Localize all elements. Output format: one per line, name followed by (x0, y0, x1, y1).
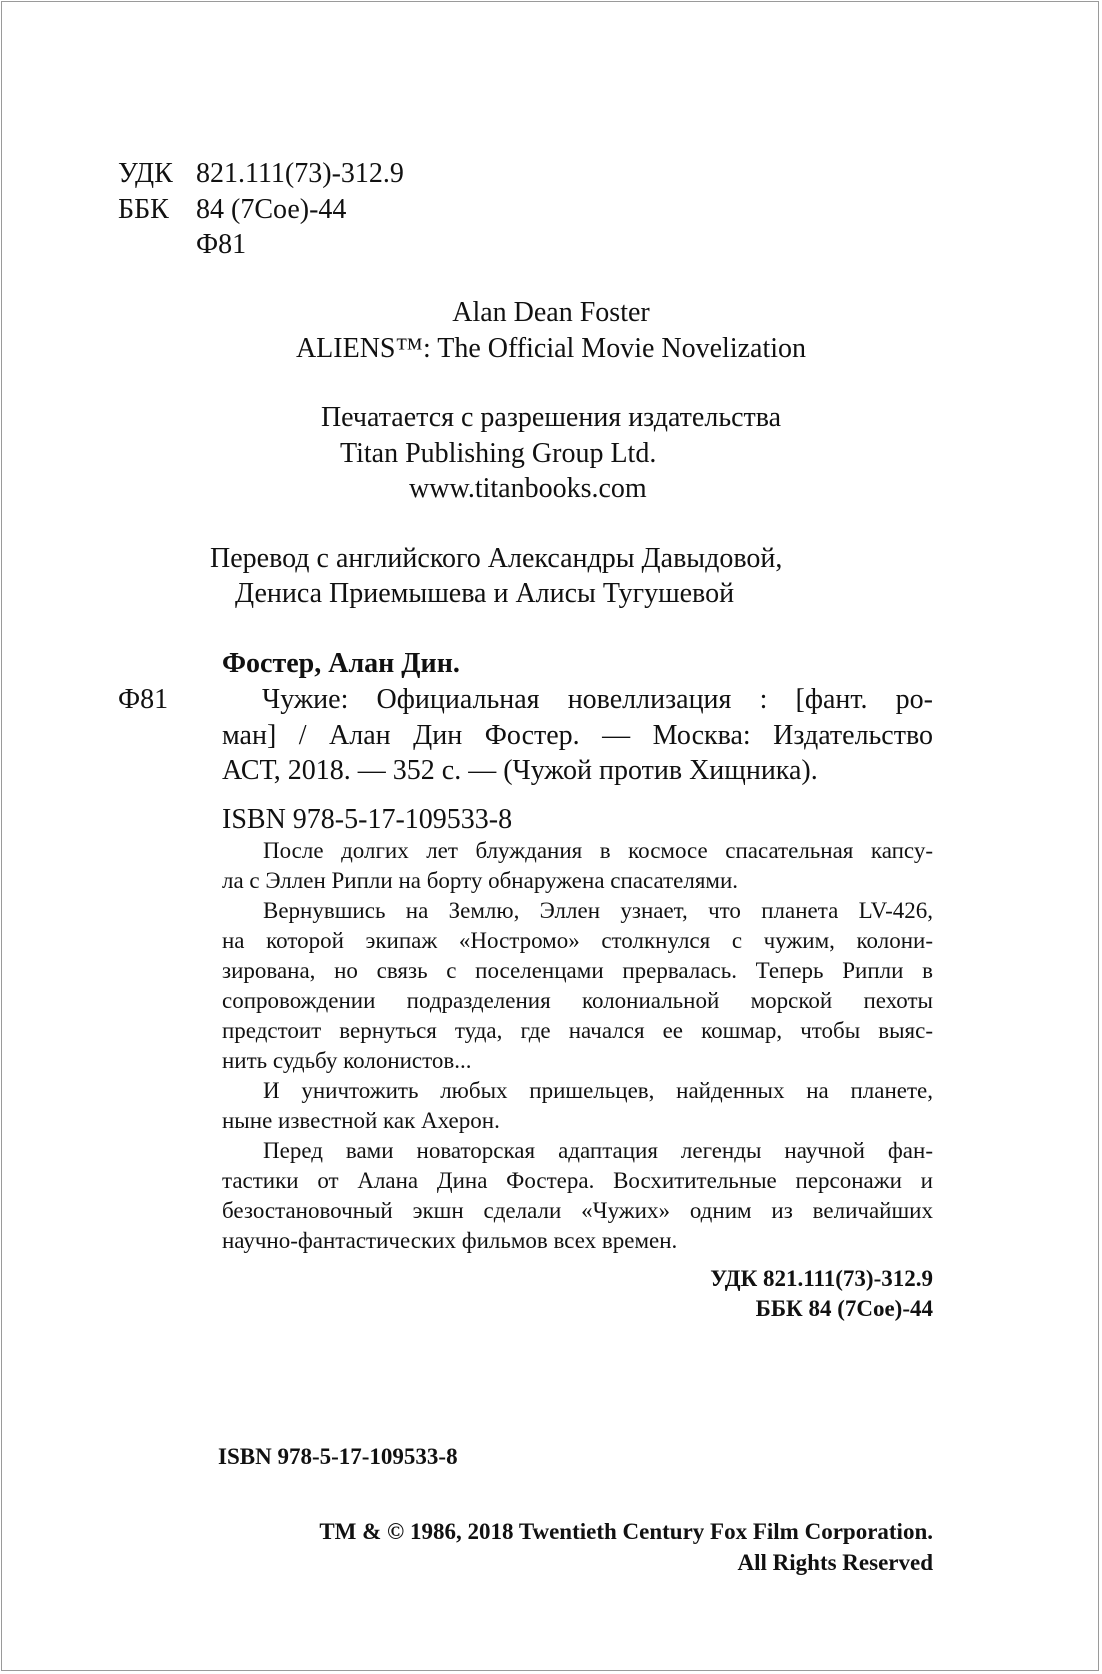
catalog-line-2: ман] / Алан Дин Фостер. — Москва: Издательство (222, 720, 933, 751)
translation-line-2: Дениса Приемышева и Алисы Тугушевой (235, 578, 735, 609)
catalog-mark: Ф81 (118, 684, 169, 715)
original-author: Alan Dean Foster (452, 297, 650, 328)
annotation-line-5: зирована, но связь с поселенцами прервалась. Теперь Рипли в (222, 958, 933, 983)
catalog-isbn: ISBN 978-5-17-109533-8 (222, 804, 513, 835)
author-mark: Ф81 (196, 229, 247, 260)
permission-line-1: Печатается с разрешения издательства (320, 402, 782, 433)
annotation-line-4: на которой экипаж «Ностромо» столкнулся с чужим, колони- (222, 928, 933, 953)
annotation-line-1: После долгих лет блуждания в космосе спасательная капсу- (263, 838, 933, 863)
bbk-value: 84 (7Сое)-44 (196, 194, 347, 225)
udk-value: 821.111(73)-312.9 (196, 158, 404, 189)
translation-line-1: Перевод с английского Александры Давыдовой, (210, 543, 783, 574)
annotation-line-12: тастики от Алана Дина Фостера. Восхитительные персонажи и (222, 1168, 933, 1193)
annotation-line-7: предстоит вернуться туда, где начался ее кошмар, чтобы выяс- (222, 1018, 933, 1043)
annotation-line-10: ныне известной как Ахерон. (222, 1108, 500, 1133)
permission-line-3: www.titanbooks.com (409, 473, 647, 504)
annotation-line-13: безостановочный экшн сделали «Чужих» одним из величайших (222, 1198, 933, 1223)
annotation-line-3: Вернувшись на Землю, Эллен узнает, что планета LV-426, (263, 898, 933, 923)
index-udk: УДК 821.111(73)-312.9 (710, 1266, 933, 1291)
index-bbk: ББК 84 (7Сое)-44 (755, 1296, 933, 1321)
permission-line-2: Titan Publishing Group Ltd. (340, 438, 657, 469)
catalog-line-3: АСТ, 2018. — 352 с. — (Чужой против Хищника). (222, 755, 818, 786)
annotation-line-6: сопровождении подразделения колониальной морской пехоты (222, 988, 933, 1013)
annotation-line-8: нить судьбу колонистов... (222, 1048, 472, 1073)
annotation-line-9: И уничтожить любых пришельцев, найденных на планете, (263, 1078, 933, 1103)
udk-label: УДК (118, 158, 173, 189)
copyright-line-1: TM & © 1986, 2018 Twentieth Century Fox Film Corporation. (319, 1519, 933, 1544)
bbk-label: ББК (118, 194, 169, 225)
copyright-line-2: All Rights Reserved (737, 1550, 933, 1575)
catalog-heading: Фостер, Алан Дин. (222, 648, 460, 679)
annotation-line-2: ла с Эллен Рипли на борту обнаружена спасателями. (222, 868, 739, 893)
original-title: ALIENS™: The Official Movie Novelization (295, 333, 807, 364)
isbn-bottom: ISBN 978-5-17-109533-8 (218, 1444, 458, 1469)
annotation-line-14: научно-фантастических фильмов всех времен. (222, 1228, 678, 1253)
catalog-line-1: Чужие: Официальная новеллизация : [фант. ро- (262, 684, 933, 715)
annotation-line-11: Перед вами новаторская адаптация легенды научной фан- (263, 1138, 933, 1163)
